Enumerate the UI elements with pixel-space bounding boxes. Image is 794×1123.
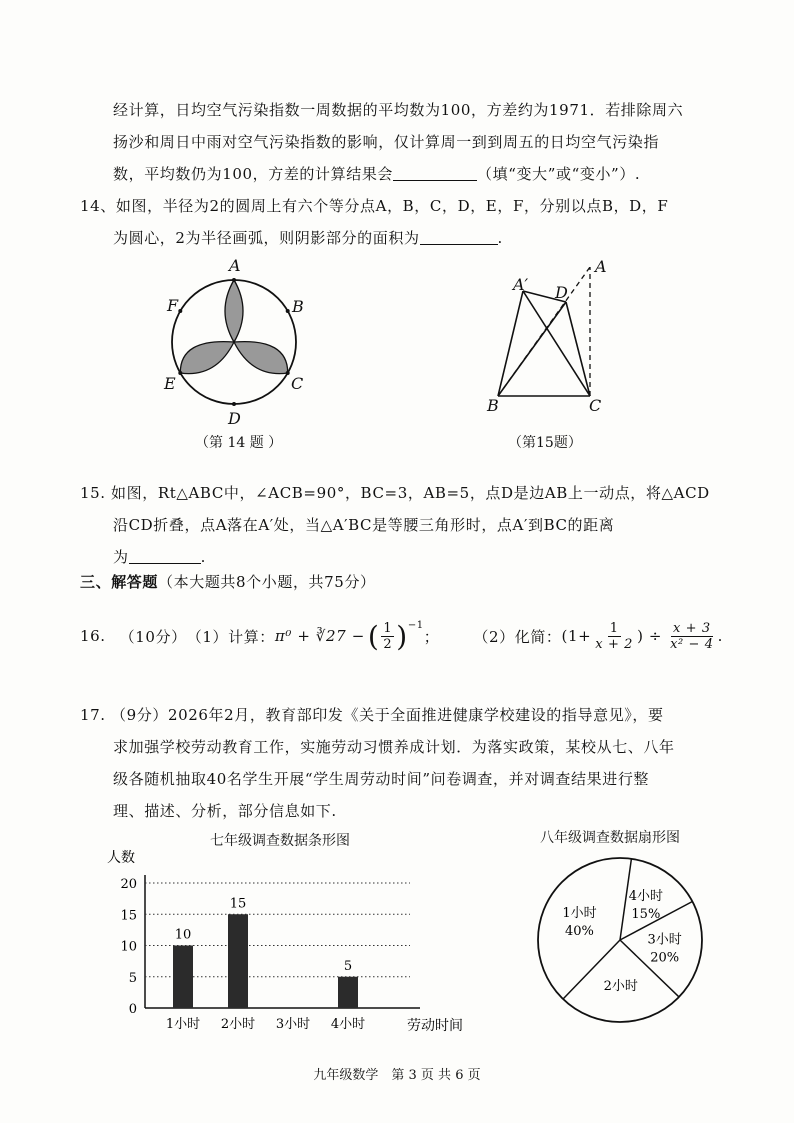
y-axis-label: 人数 xyxy=(107,850,135,866)
paren-close: ) xyxy=(396,619,408,653)
q14-line2 xyxy=(113,227,503,248)
bar-value-label: 10 xyxy=(174,927,192,943)
section-3-heading xyxy=(80,571,376,592)
y-tick-label: 10 xyxy=(120,939,137,955)
slice-label: 2小时 xyxy=(603,979,638,995)
label-D: D xyxy=(228,409,241,428)
q14-text1: 如图，半径为2的圆周上有六个等分点A，B，C，D，E，F，分别以点B，D，F xyxy=(115,197,669,215)
y-tick-label: 0 xyxy=(128,1002,137,1017)
bar-chart xyxy=(95,840,485,1040)
label-C-fig15: C xyxy=(589,396,602,415)
label-E: E xyxy=(164,374,176,393)
q17-line3: 级各随机抽取40名学生开展“学生周劳动时间”问卷调查，并对调查结果进行整 xyxy=(113,770,650,788)
numerator: 1 xyxy=(609,620,619,636)
exponent: −1 xyxy=(407,620,424,631)
question-number: 16. xyxy=(80,627,106,645)
q16-line xyxy=(80,618,723,654)
q17-line1 xyxy=(80,704,664,725)
expr-2b: ) ÷ xyxy=(637,627,663,645)
period: . xyxy=(497,229,503,247)
figure-14-caption: （第 14 题 ） xyxy=(195,435,283,451)
q13-line2: 扬沙和周日中雨对空气污染指数的影响，仅计算周一到到周五的日均空气污染指 xyxy=(113,133,660,151)
label-A: A xyxy=(229,256,241,275)
q15-line2: 沿CD折叠，点A落在A′处，当△A′BC是等腰三角形时，点A′到BC的距离 xyxy=(113,516,615,534)
part1-label: （1）计算： xyxy=(186,627,275,646)
label-C: C xyxy=(291,374,304,393)
figure-15 xyxy=(480,255,630,415)
fraction-half xyxy=(381,621,394,652)
label-A-fig15: A xyxy=(595,257,607,276)
period: . xyxy=(200,548,206,566)
answer-blank xyxy=(393,166,477,181)
slice-label: 3小时 xyxy=(647,932,682,948)
q15-text3: 为 xyxy=(113,548,129,566)
expr-2a: (1+ xyxy=(561,627,592,645)
denominator: x² − 4 xyxy=(670,636,714,652)
x-axis-label: 劳动时间 xyxy=(407,1018,463,1034)
x-tick-label: 2小时 xyxy=(220,1017,256,1032)
slice-value-label: 40% xyxy=(565,924,594,940)
q15-line1 xyxy=(80,482,710,503)
q15-text1: 如图，Rt△ABC中，∠ACB=90°，BC=3，AB=5，点D是边AB上一动点，将△ACD xyxy=(111,484,710,502)
y-tick-label: 5 xyxy=(128,970,137,986)
score: （10分） xyxy=(119,627,187,646)
x-tick-label: 3小时 xyxy=(275,1017,311,1032)
q17-line4: 理、描述、分析，部分信息如下. xyxy=(113,802,337,820)
q13-line1: 经计算，日均空气污染指数一周数据的平均数为100，方差约为1971．若排除周六 xyxy=(113,101,684,119)
answer-blank xyxy=(420,230,498,245)
label-B-fig15: B xyxy=(487,396,499,415)
section-note: （本大题共8个小题，共75分） xyxy=(158,573,376,591)
q13-line3-text: 数，平均数仍为100，方差的计算结果会 xyxy=(113,165,394,183)
expr-1: π⁰ + ∛27 − xyxy=(274,627,365,645)
q17-text1: （9分）2026年2月，教育部印发《关于全面推进健康学校建设的指导意见》，要 xyxy=(111,706,664,724)
numerator: x + 3 xyxy=(672,620,711,636)
q13-line3-hint: （填“变大”或“变小”）. xyxy=(477,165,641,183)
section-title: 三、解答题 xyxy=(80,573,159,591)
bar-chart-title: 七年级调查数据条形图 xyxy=(210,833,350,849)
figure-15-caption: （第15题） xyxy=(508,435,582,451)
q15-line3 xyxy=(113,546,206,567)
bar-value-label: 15 xyxy=(229,896,247,912)
y-tick-label: 15 xyxy=(120,908,137,924)
label-F: F xyxy=(167,296,179,315)
label-B: B xyxy=(292,297,304,316)
q17-line2: 求加强学校劳动教育工作，实施劳动习惯养成计划．为落实政策，某校从七、八年 xyxy=(113,738,675,756)
fraction-1 xyxy=(593,621,635,652)
q13-line3 xyxy=(113,163,640,184)
fraction-2 xyxy=(668,621,716,652)
numerator: 1 xyxy=(383,620,393,636)
bar xyxy=(173,946,193,1009)
denominator: 2 xyxy=(383,636,393,652)
x-tick-label: 1小时 xyxy=(165,1017,201,1032)
label-A-prime: A′ xyxy=(513,275,529,294)
paren-open: ( xyxy=(367,619,380,653)
question-number: 14、 xyxy=(80,197,116,215)
semicolon: ； xyxy=(423,627,440,646)
x-tick-label: 4小时 xyxy=(330,1017,366,1032)
page-footer: 九年级数学 第 3 页 共 6 页 xyxy=(313,1068,481,1083)
q14-text2: 为圆心，2为半径画弧，则阴影部分的面积为 xyxy=(113,229,420,247)
denominator: x + 2 xyxy=(595,636,634,652)
slice-value-label: 15% xyxy=(631,907,661,923)
answer-blank xyxy=(129,549,201,564)
pie-chart-title: 八年级调查数据扇形图 xyxy=(540,830,680,846)
question-number: 17. xyxy=(80,706,106,724)
period: . xyxy=(717,627,724,645)
bar xyxy=(228,914,248,1008)
y-tick-label: 20 xyxy=(120,877,137,892)
question-number: 15. xyxy=(80,484,106,502)
label-D-fig15: D xyxy=(555,283,568,302)
slice-label: 1小时 xyxy=(562,906,597,922)
slice-label: 4小时 xyxy=(628,889,664,905)
bar xyxy=(338,977,358,1008)
bar-value-label: 5 xyxy=(343,958,353,974)
q14-line1 xyxy=(80,195,668,216)
pie-chart xyxy=(530,850,710,1030)
slice-value-label: 20% xyxy=(650,950,680,966)
part2-label: （2）化简： xyxy=(473,627,562,646)
